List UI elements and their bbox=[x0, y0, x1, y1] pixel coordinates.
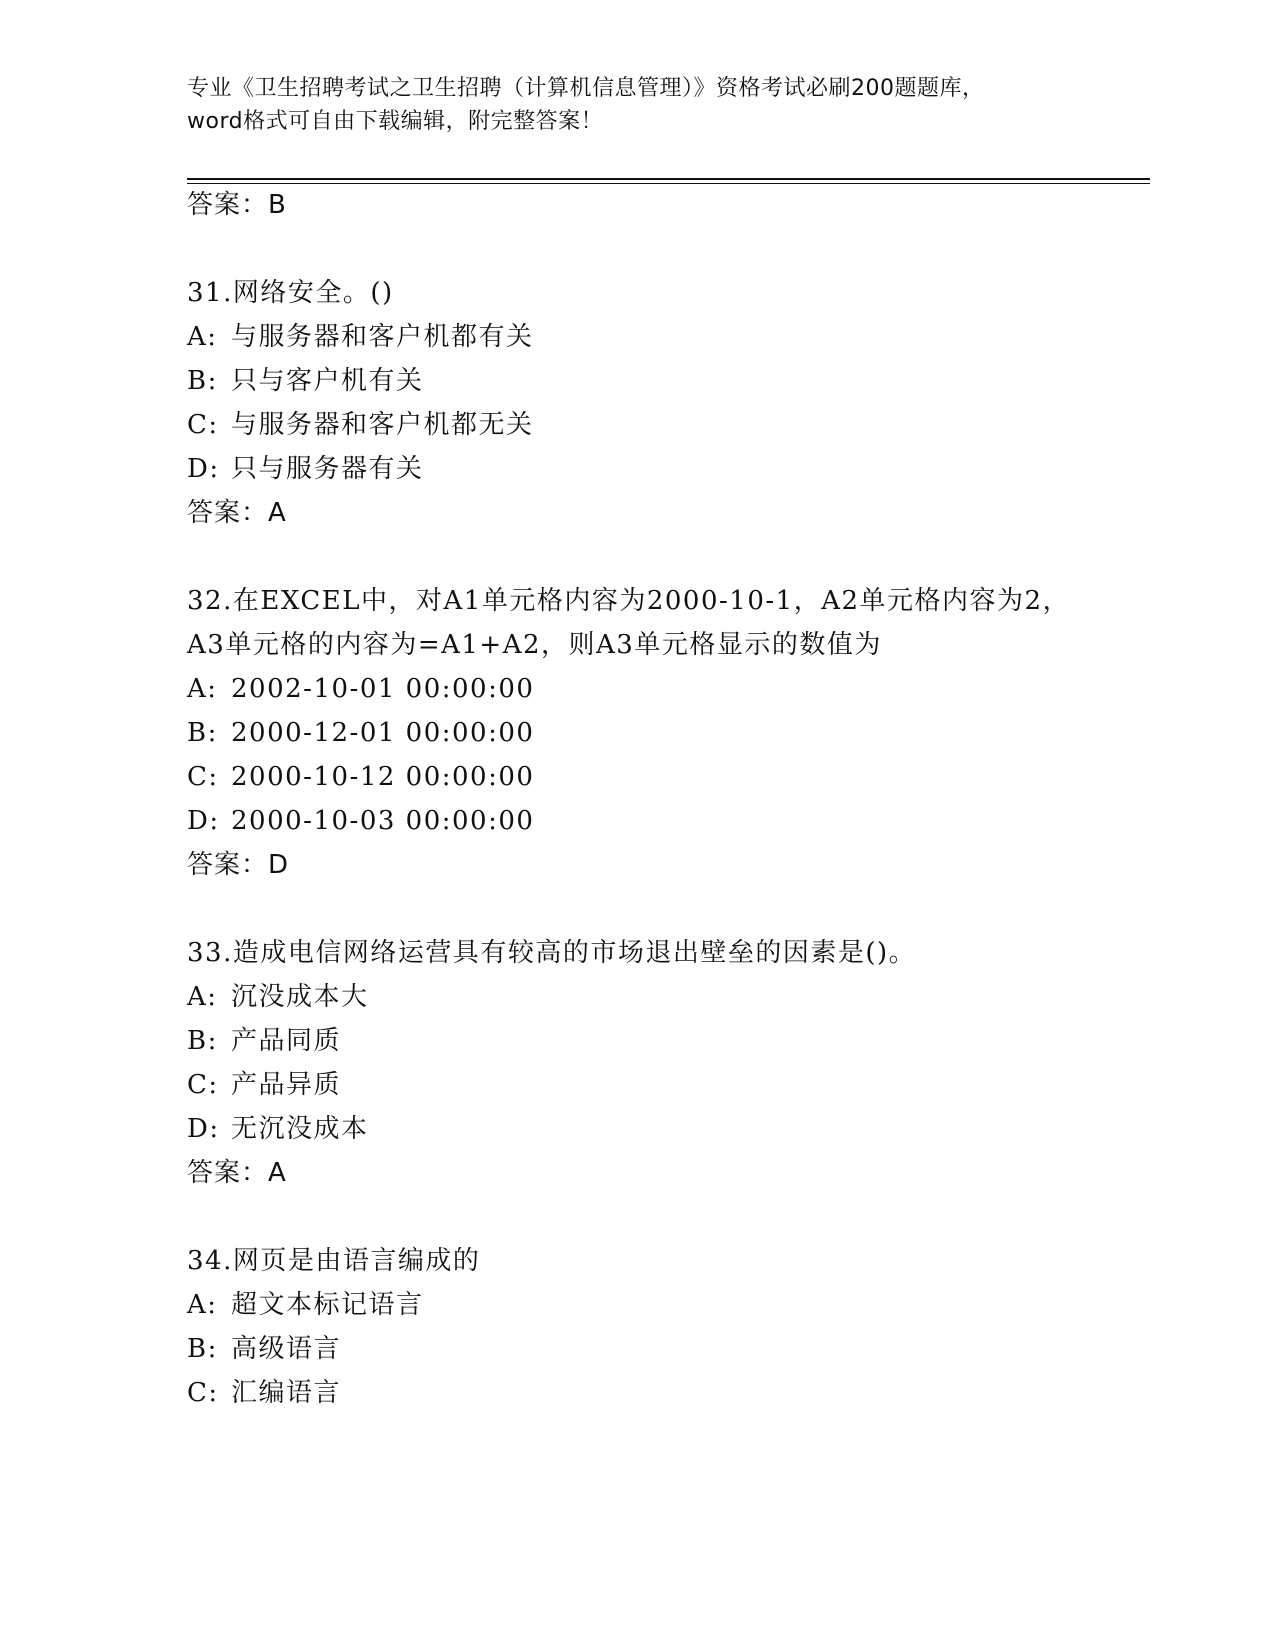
option-text: 与服务器和客户机都有关 bbox=[231, 322, 534, 352]
question-34-option-a bbox=[187, 1288, 424, 1322]
header-line-1: 专业《卫生招聘考试之卫生招聘（计算机信息管理）》资格考试必刷200题题库， bbox=[187, 76, 985, 101]
option-text: 2000-10-03 00:00:00 bbox=[231, 806, 535, 836]
header-line-2: word格式可自由下载编辑，附完整答案！ bbox=[187, 109, 604, 134]
question-32-option-c bbox=[187, 760, 534, 794]
question-33-option-b bbox=[187, 1024, 341, 1058]
question-32-stem-line-2: A3单元格的内容为=A1+A2，则A3单元格显示的数值为 bbox=[187, 630, 882, 660]
option-text: 沉没成本大 bbox=[231, 982, 369, 1012]
question-34-stem: 34.网页是由语言编成的 bbox=[187, 1246, 481, 1276]
option-text: 超文本标记语言 bbox=[231, 1290, 424, 1320]
option-letter: C: bbox=[187, 762, 219, 792]
question-31-stem: 31.网络安全。() bbox=[187, 278, 394, 308]
question-32-answer: 答案：D bbox=[187, 850, 290, 880]
question-31-answer: 答案：A bbox=[187, 498, 287, 528]
question-33-option-d bbox=[187, 1112, 369, 1146]
option-letter: D: bbox=[187, 1114, 220, 1144]
option-letter: C: bbox=[187, 1070, 219, 1100]
option-letter: A: bbox=[187, 674, 218, 704]
question-32-option-d bbox=[187, 804, 534, 838]
option-text: 高级语言 bbox=[231, 1334, 342, 1364]
option-text: 产品同质 bbox=[231, 1026, 342, 1056]
option-letter: A: bbox=[187, 982, 218, 1012]
question-33-option-c bbox=[187, 1068, 341, 1102]
option-letter: B: bbox=[187, 1026, 218, 1056]
question-33-answer: 答案：A bbox=[187, 1158, 287, 1188]
option-letter: A: bbox=[187, 322, 218, 352]
question-32-option-a bbox=[187, 672, 534, 706]
option-letter: B: bbox=[187, 1334, 218, 1364]
option-letter: C: bbox=[187, 1378, 219, 1408]
option-letter: A: bbox=[187, 1290, 218, 1320]
option-text: 产品异质 bbox=[231, 1070, 342, 1100]
option-letter: B: bbox=[187, 366, 218, 396]
question-32-option-b bbox=[187, 716, 534, 750]
option-text: 与服务器和客户机都无关 bbox=[231, 410, 534, 440]
option-text: 只与客户机有关 bbox=[231, 366, 424, 396]
question-33-option-a bbox=[187, 980, 369, 1014]
header-divider-thin bbox=[187, 183, 1150, 184]
option-letter: B: bbox=[187, 718, 218, 748]
question-33-stem: 33.造成电信网络运营具有较高的市场退出壁垒的因素是()。 bbox=[187, 938, 917, 968]
question-31-option-b bbox=[187, 364, 424, 398]
option-text: 汇编语言 bbox=[231, 1378, 342, 1408]
question-34-option-b bbox=[187, 1332, 341, 1366]
option-text: 2000-10-12 00:00:00 bbox=[231, 762, 535, 792]
question-31-option-c bbox=[187, 408, 534, 442]
document-header bbox=[187, 72, 1087, 138]
question-31-option-d bbox=[187, 452, 424, 486]
option-text: 只与服务器有关 bbox=[231, 454, 424, 484]
question-32-stem-line-1: 32.在EXCEL中，对A1单元格内容为2000-10-1，A2单元格内容为2， bbox=[187, 586, 1071, 616]
header-divider bbox=[187, 178, 1150, 180]
option-text: 2002-10-01 00:00:00 bbox=[231, 674, 535, 704]
question-34-option-c bbox=[187, 1376, 341, 1410]
question-31-option-a bbox=[187, 320, 534, 354]
option-letter: D: bbox=[187, 806, 220, 836]
option-text: 2000-12-01 00:00:00 bbox=[231, 718, 535, 748]
option-letter: D: bbox=[187, 454, 220, 484]
option-letter: C: bbox=[187, 410, 219, 440]
previous-answer: 答案：B bbox=[187, 190, 287, 220]
option-text: 无沉没成本 bbox=[231, 1114, 369, 1144]
